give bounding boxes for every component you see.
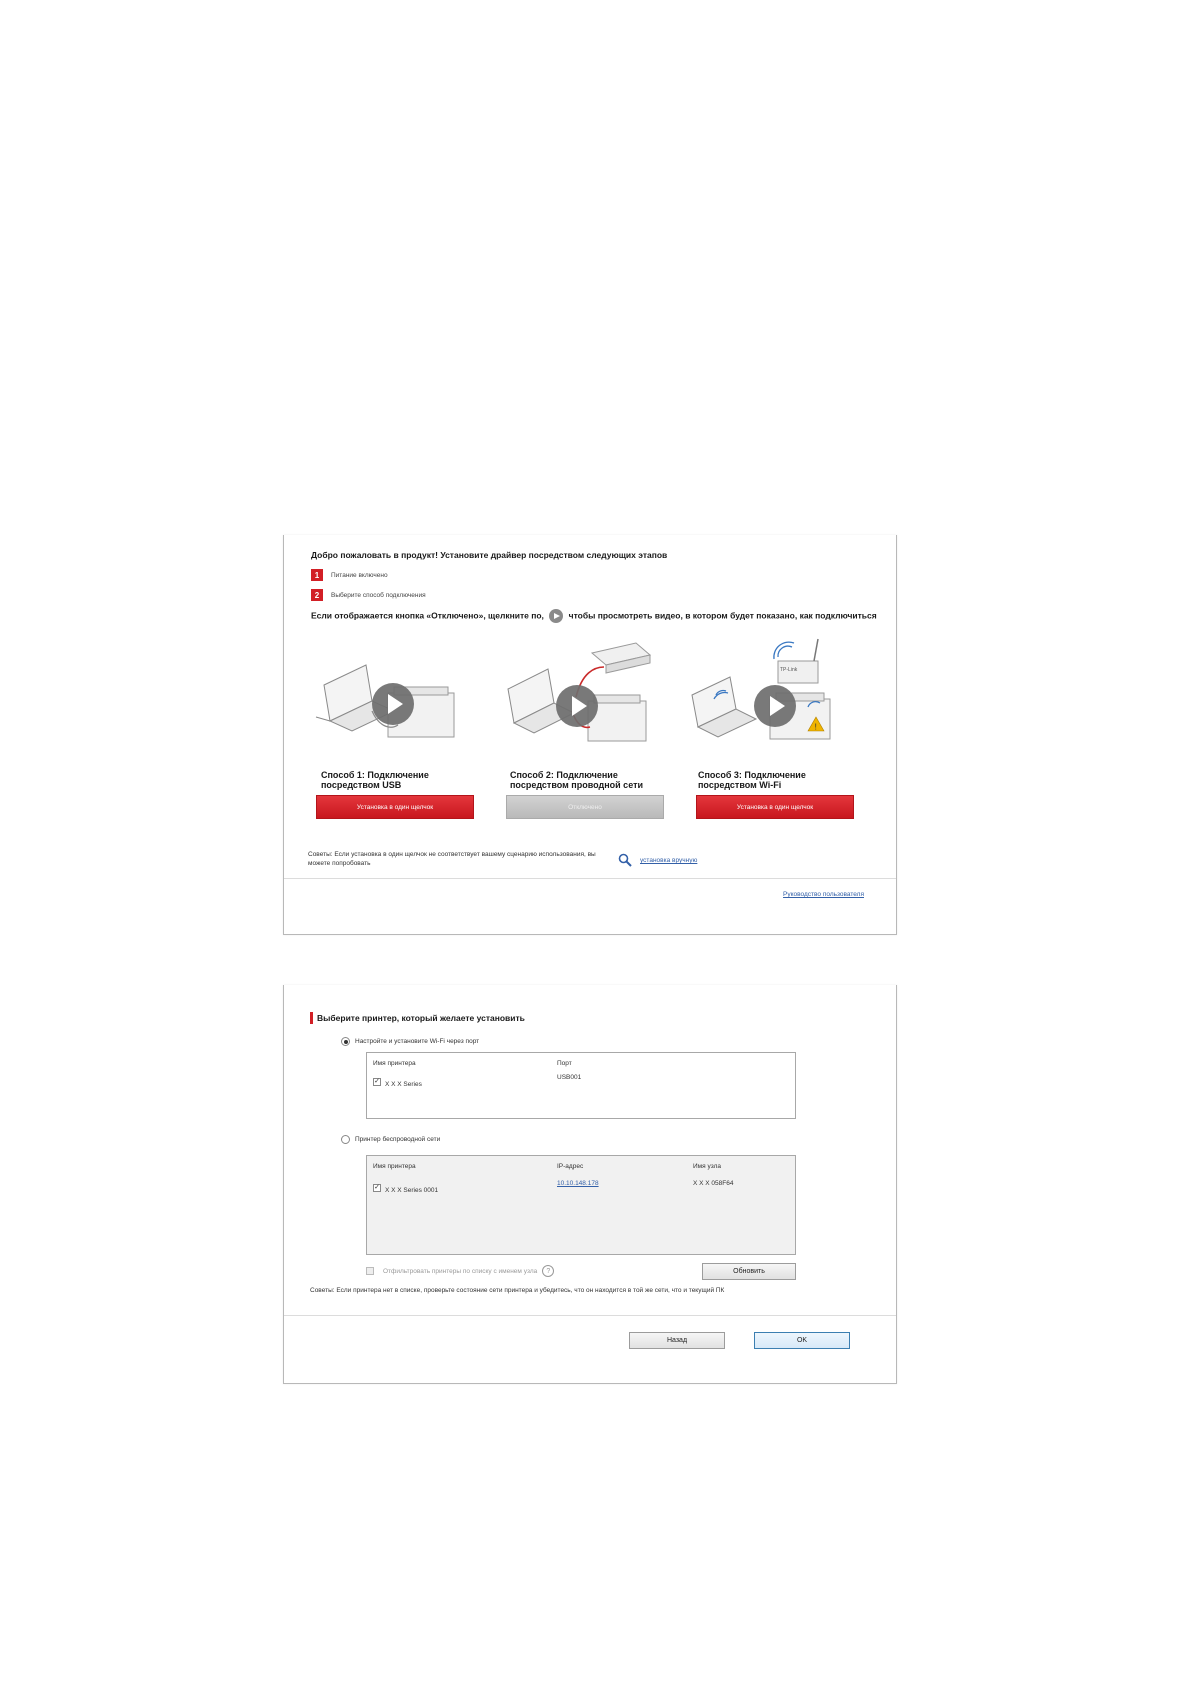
user-guide-link[interactable]: Руководство пользователя	[783, 891, 864, 898]
printer-list-tip: Советы: Если принтера нет в списке, проверьте состояние сети принтера и убедитесь, что он находится в той же сети, что и текущий ПК	[310, 1287, 725, 1294]
back-button[interactable]: Назад	[629, 1332, 725, 1349]
wireless-printer-option[interactable]	[341, 1135, 440, 1144]
usb-port-option[interactable]	[341, 1037, 479, 1046]
usb-port-option-label: Настройте и установите Wi-Fi через порт	[355, 1038, 480, 1045]
video-hint	[311, 609, 881, 623]
wired-disabled-button: Отключено	[506, 795, 664, 819]
play-video-button[interactable]	[372, 683, 414, 725]
radio-selected[interactable]	[341, 1037, 350, 1046]
column-header-port: Порт	[557, 1060, 572, 1067]
connection-method-dialog	[283, 535, 897, 935]
method-1-title: Способ 1: Подключение посредством USB	[321, 770, 429, 790]
help-icon[interactable]: ?	[542, 1265, 554, 1277]
printer-checkbox[interactable]: ✓	[374, 1184, 380, 1192]
ok-button[interactable]: OK	[754, 1332, 850, 1349]
column-header-printer-name: Имя принтера	[373, 1163, 416, 1170]
method-2-title: Способ 2: Подключение посредством проводной сети	[510, 770, 644, 790]
printer-checkbox[interactable]: ✓	[374, 1078, 380, 1086]
wireless-option-label: Принтер беспроводной сети	[355, 1136, 441, 1143]
column-header-ip: IP-адрес	[557, 1163, 584, 1170]
table-row[interactable]	[373, 1179, 438, 1197]
install-tip: Советы: Если установка в один щелчок не соответствует вашему сценарию использования, вы можете попробовать	[308, 851, 596, 867]
step-label: Питание включено	[331, 571, 388, 579]
table-row[interactable]	[373, 1073, 422, 1091]
printer-name: X X X Series	[385, 1081, 422, 1088]
wired-illustration	[496, 637, 656, 755]
step-label: Выберите способ подключения	[331, 591, 426, 599]
play-video-icon	[549, 609, 563, 623]
wifi-one-click-install-button[interactable]: Установка в один щелчок	[696, 795, 854, 819]
play-video-button[interactable]	[556, 685, 598, 727]
footer-divider	[284, 1315, 896, 1316]
hint-text-after: чтобы просмотреть видео, в котором будет показано, как подключиться	[568, 610, 877, 621]
usb-one-click-install-button[interactable]: Установка в один щелчок	[316, 795, 474, 819]
hint-text-before: Если отображается кнопка «Отключено», щелкните по,	[311, 610, 544, 621]
filter-option	[366, 1265, 554, 1277]
step-number-badge: 2	[311, 589, 323, 601]
usb-printer-list	[366, 1052, 796, 1119]
step-1	[311, 568, 388, 582]
column-header-host: Имя узла	[693, 1163, 722, 1170]
footer-divider	[284, 878, 896, 879]
svg-text:!: !	[814, 722, 817, 732]
column-header-printer-name: Имя принтера	[373, 1060, 416, 1067]
printer-port: USB001	[557, 1074, 582, 1081]
play-video-button[interactable]	[754, 685, 796, 727]
step-2	[311, 588, 426, 602]
radio-unselected[interactable]	[341, 1135, 350, 1144]
filter-checkbox	[366, 1267, 374, 1275]
usb-illustration	[306, 637, 466, 755]
refresh-button[interactable]: Обновить	[702, 1263, 796, 1280]
printer-host: X X X 058F64	[693, 1180, 734, 1187]
printer-ip[interactable]: 10.10.148.178	[557, 1180, 599, 1187]
select-printer-heading: Выберите принтер, который желаете установить	[310, 1013, 525, 1023]
step-number-badge: 1	[311, 569, 323, 581]
wifi-illustration	[686, 637, 846, 755]
welcome-heading: Добро пожаловать в продукт! Установите драйвер посредством следующих этапов	[311, 550, 668, 560]
printer-name: X X X Series 0001	[385, 1187, 439, 1194]
method-3-title: Способ 3: Подключение посредством Wi-Fi	[698, 770, 806, 790]
filter-label: Отфильтровать принтеры по списку с именем узла	[383, 1267, 538, 1275]
router-label: TP-Link	[780, 667, 798, 673]
search-icon	[618, 853, 632, 867]
manual-install-link[interactable]: установка вручную	[640, 857, 698, 864]
select-printer-dialog	[283, 985, 897, 1384]
wireless-printer-list	[366, 1155, 796, 1255]
